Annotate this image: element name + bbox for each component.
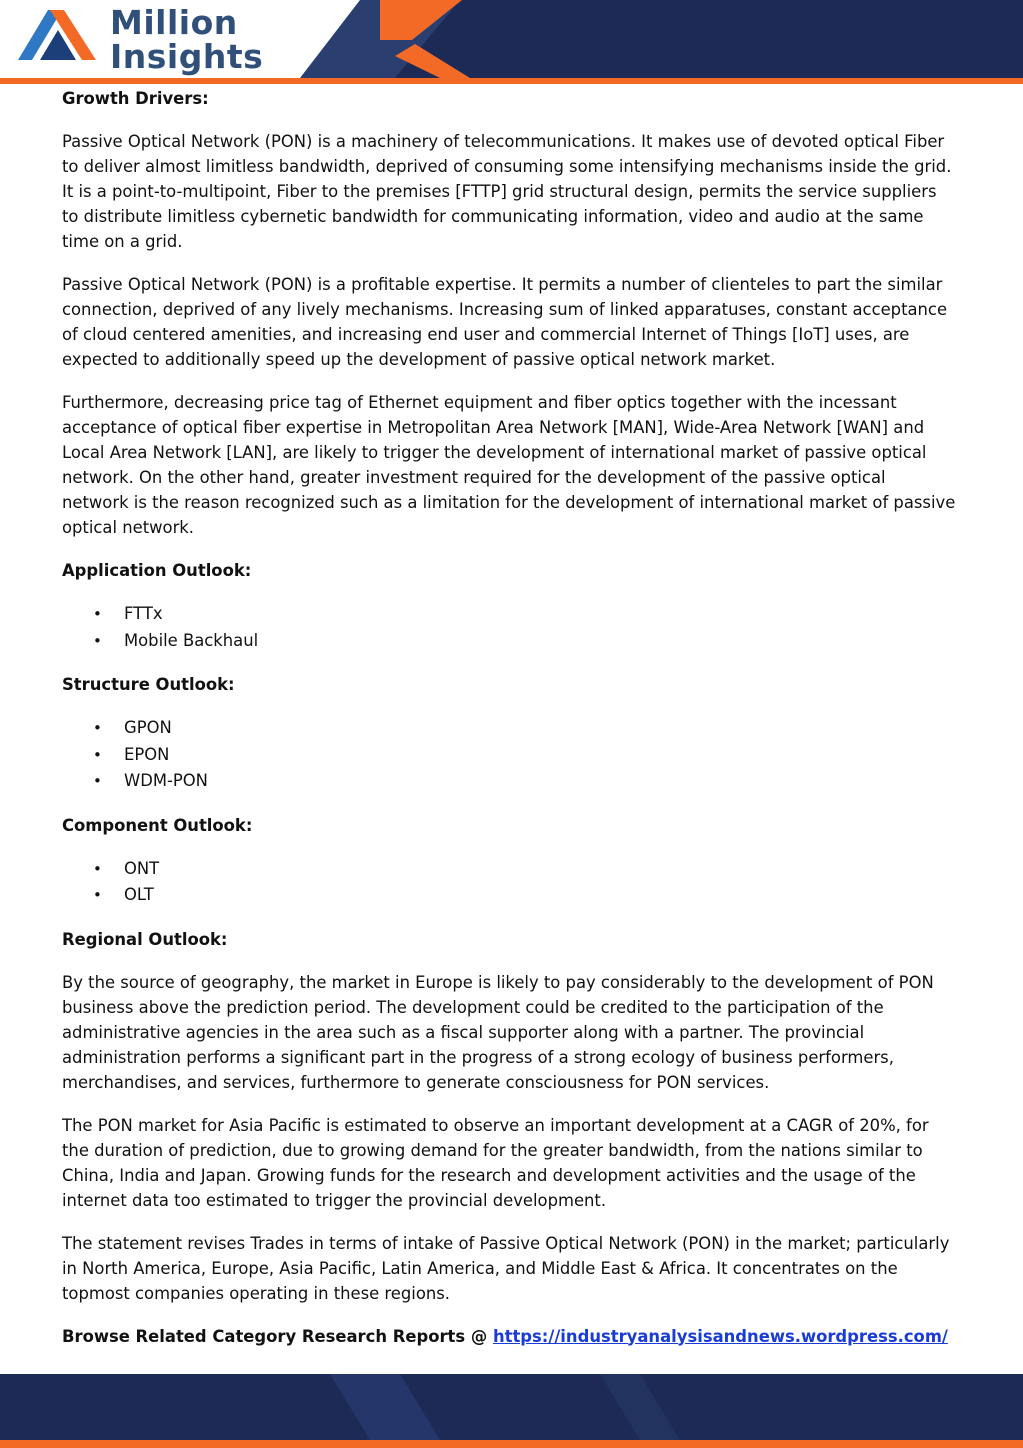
list-item: • FTTx (124, 601, 957, 628)
footer-banner (0, 1374, 1023, 1448)
application-list (62, 601, 957, 654)
list-item: • Mobile Backhaul (124, 628, 957, 655)
structure-list (62, 715, 957, 795)
list-item: • GPON (124, 715, 957, 742)
browse-related-reports (62, 1324, 957, 1349)
regional-outlook-heading: Regional Outlook: (62, 929, 228, 949)
list-item: • WDM-PON (124, 768, 957, 795)
regional-paragraph-2: The PON market for Asia Pacific is estimated to observe an important development at a CAGR of 20%, for the duration of prediction, due to growing demand for the greater bandwidth, from the nations similar to China, India and Japan. Growing funds for the research and development activities and the usage of the internet data too estimated to trigger the provincial development. (62, 1115, 929, 1210)
growth-drivers-heading: Growth Drivers: (62, 89, 209, 108)
application-outlook-heading: Application Outlook: (62, 561, 252, 580)
component-outlook-heading: Component Outlook: (62, 815, 253, 835)
list-item: • ONT (124, 856, 957, 883)
growth-paragraph-2: Passive Optical Network (PON) is a profitable expertise. It permits a number of clienteles to part the similar connection, deprived of any lively mechanisms. Increasing sum of linked apparatuses, constant acceptance of cloud centered amenities, and increasing end user and commercial Internet of Things [IoT] uses, are expected to additionally speed up the development of passive optical network market. (62, 275, 948, 369)
related-reports-link[interactable]: https://industryanalysisandnews.wordpress.com/ (492, 1326, 948, 1346)
bullet-icon: • (93, 886, 102, 904)
page-footer (0, 1374, 1023, 1448)
component-list (62, 856, 957, 909)
page-header (0, 0, 1023, 86)
document-body (62, 86, 957, 1367)
bullet-icon: • (93, 605, 102, 623)
regional-paragraph-1: By the source of geography, the market in Europe is likely to pay considerably to the development of PON business above the prediction period. The development could be credited to the participation of the administrative agencies in the area such as a fiscal supporter along with a partner. The provincial administration performs a significant part in the progress of a strong ecology of business performers, merchandises, and services, furthermore to generate consciousness for PON services. (62, 972, 934, 1092)
bullet-icon: • (93, 772, 102, 790)
bullet-icon: • (93, 859, 102, 878)
logo-mark-icon (18, 10, 96, 60)
bullet-icon: • (93, 719, 102, 737)
growth-paragraph-1: Passive Optical Network (PON) is a machinery of telecommunications. It makes use of devoted optical Fiber to deliver almost limitless bandwidth, deprived of consuming some intensifying mechanisms inside the grid. It is a point-to-multipoint, Fiber to the premises [FTTP] grid structural design, permits the service suppliers to distribute limitless cybernetic bandwidth for communicating information, video and audio at the same time on a grid. (62, 132, 952, 251)
bullet-icon: • (93, 745, 102, 764)
list-item: • EPON (124, 742, 957, 769)
list-item: • OLT (124, 882, 957, 909)
browse-label: Browse Related Category Research Reports @ (62, 1326, 488, 1346)
regional-paragraph-3: The statement revises Trades in terms of intake of Passive Optical Network (PON) in the market; particularly in North America, Europe, Asia Pacific, Latin America, and Middle East & Africa. It concentrates on the topmost companies operating in these regions. (62, 1233, 950, 1303)
growth-paragraph-3: Furthermore, decreasing price tag of Ethernet equipment and fiber optics together with the incessant acceptance of optical fiber expertise in Metropolitan Area Network [MAN], Wide-Area Network [WAN] and Local Area Network [LAN], are likely to trigger the development of international market of passive optical network. On the other hand, greater investment required for the development of the passive optical network is the reason recognized such as a limitation for the development of international market of passive optical network. (62, 393, 956, 537)
logo (110, 3, 264, 76)
logo-line-2: Insights (110, 37, 264, 76)
logo-line-1: Million (110, 3, 238, 42)
bullet-icon: • (93, 631, 102, 650)
structure-outlook-heading: Structure Outlook: (62, 675, 235, 694)
